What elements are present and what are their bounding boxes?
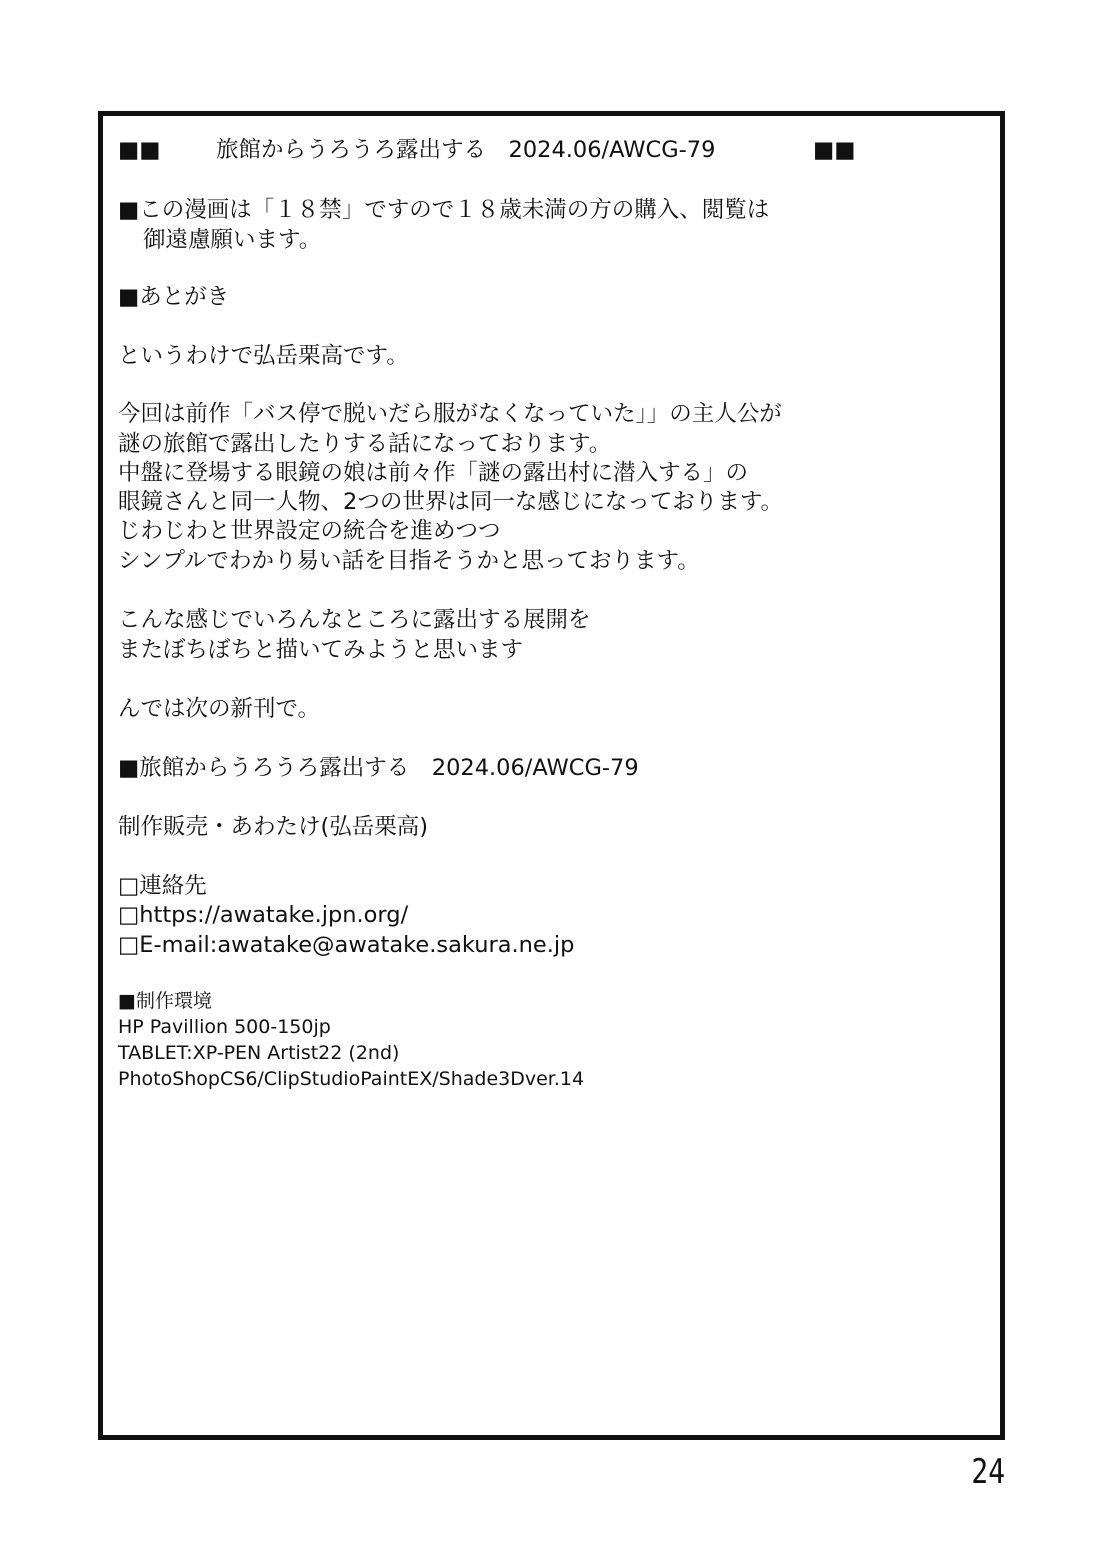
colophon-title: ■旅館からうろうろ露出する 2024.06/AWCG-79 xyxy=(118,755,639,781)
contact-heading: □連絡先 xyxy=(118,873,207,899)
afterword-paragraph-1-line: 眼鏡さんと同一人物、2つの世界は同一な感じになっております。 xyxy=(118,489,784,515)
page-number: 24 xyxy=(971,1452,1005,1492)
environment-item: HP Pavillion 500-150jp xyxy=(118,1016,331,1038)
age-notice-line-1: ■この漫画は「１８禁」ですので１８歳未満の方の購入、閲覧は xyxy=(118,197,770,223)
afterword-intro: というわけで弘岳栗高です。 xyxy=(118,343,409,369)
afterword-paragraph-2-line: こんな感じでいろんなところに露出する展開を xyxy=(118,607,591,633)
contact-url: □https://awatake.jpn.org/ xyxy=(118,902,409,928)
contact-email: □E-mail:awatake@awatake.sakura.ne.jp xyxy=(118,932,575,958)
afterword-paragraph-1-line: 今回は前作「バス停で脱いだら服がなくなっていた」」の主人公が xyxy=(118,401,782,427)
afterword-paragraph-1-line: じわじわと世界設定の統合を進めつつ xyxy=(118,518,501,544)
afterword-paragraph-1-line: 謎の旅館で露出したりする話になっております。 xyxy=(118,431,612,457)
afterword-paragraph-1-line: 中盤に登場する眼鏡の娘は前々作「謎の露出村に潜入する」の xyxy=(118,460,749,486)
afterword-closing: んでは次の新刊で。 xyxy=(118,696,321,722)
environment-item: TABLET:XP-PEN Artist22 (2nd) xyxy=(118,1042,400,1064)
environment-heading: ■制作環境 xyxy=(118,990,212,1012)
header-marks-left: ■■ xyxy=(118,137,161,163)
age-notice-line-2: 御遠慮願います。 xyxy=(143,227,322,253)
environment-item: PhotoShopCS6/ClipStudioPaintEX/Shade3Dver.14 xyxy=(118,1068,585,1090)
header-line xyxy=(118,136,856,164)
header-marks-right: ■■ xyxy=(813,137,856,163)
afterword-paragraph-1-line: シンプルでわかり易い話を目指そうかと思っております。 xyxy=(118,548,700,574)
afterword-paragraph-2-line: またぼちぼちと描いてみようと思います xyxy=(118,637,524,663)
afterword-heading: ■あとがき xyxy=(118,284,230,310)
colophon-publisher: 制作販売・あわたけ(弘岳栗高) xyxy=(118,814,429,840)
header-title: 旅館からうろうろ露出する 2024.06/AWCG-79 xyxy=(216,137,716,163)
